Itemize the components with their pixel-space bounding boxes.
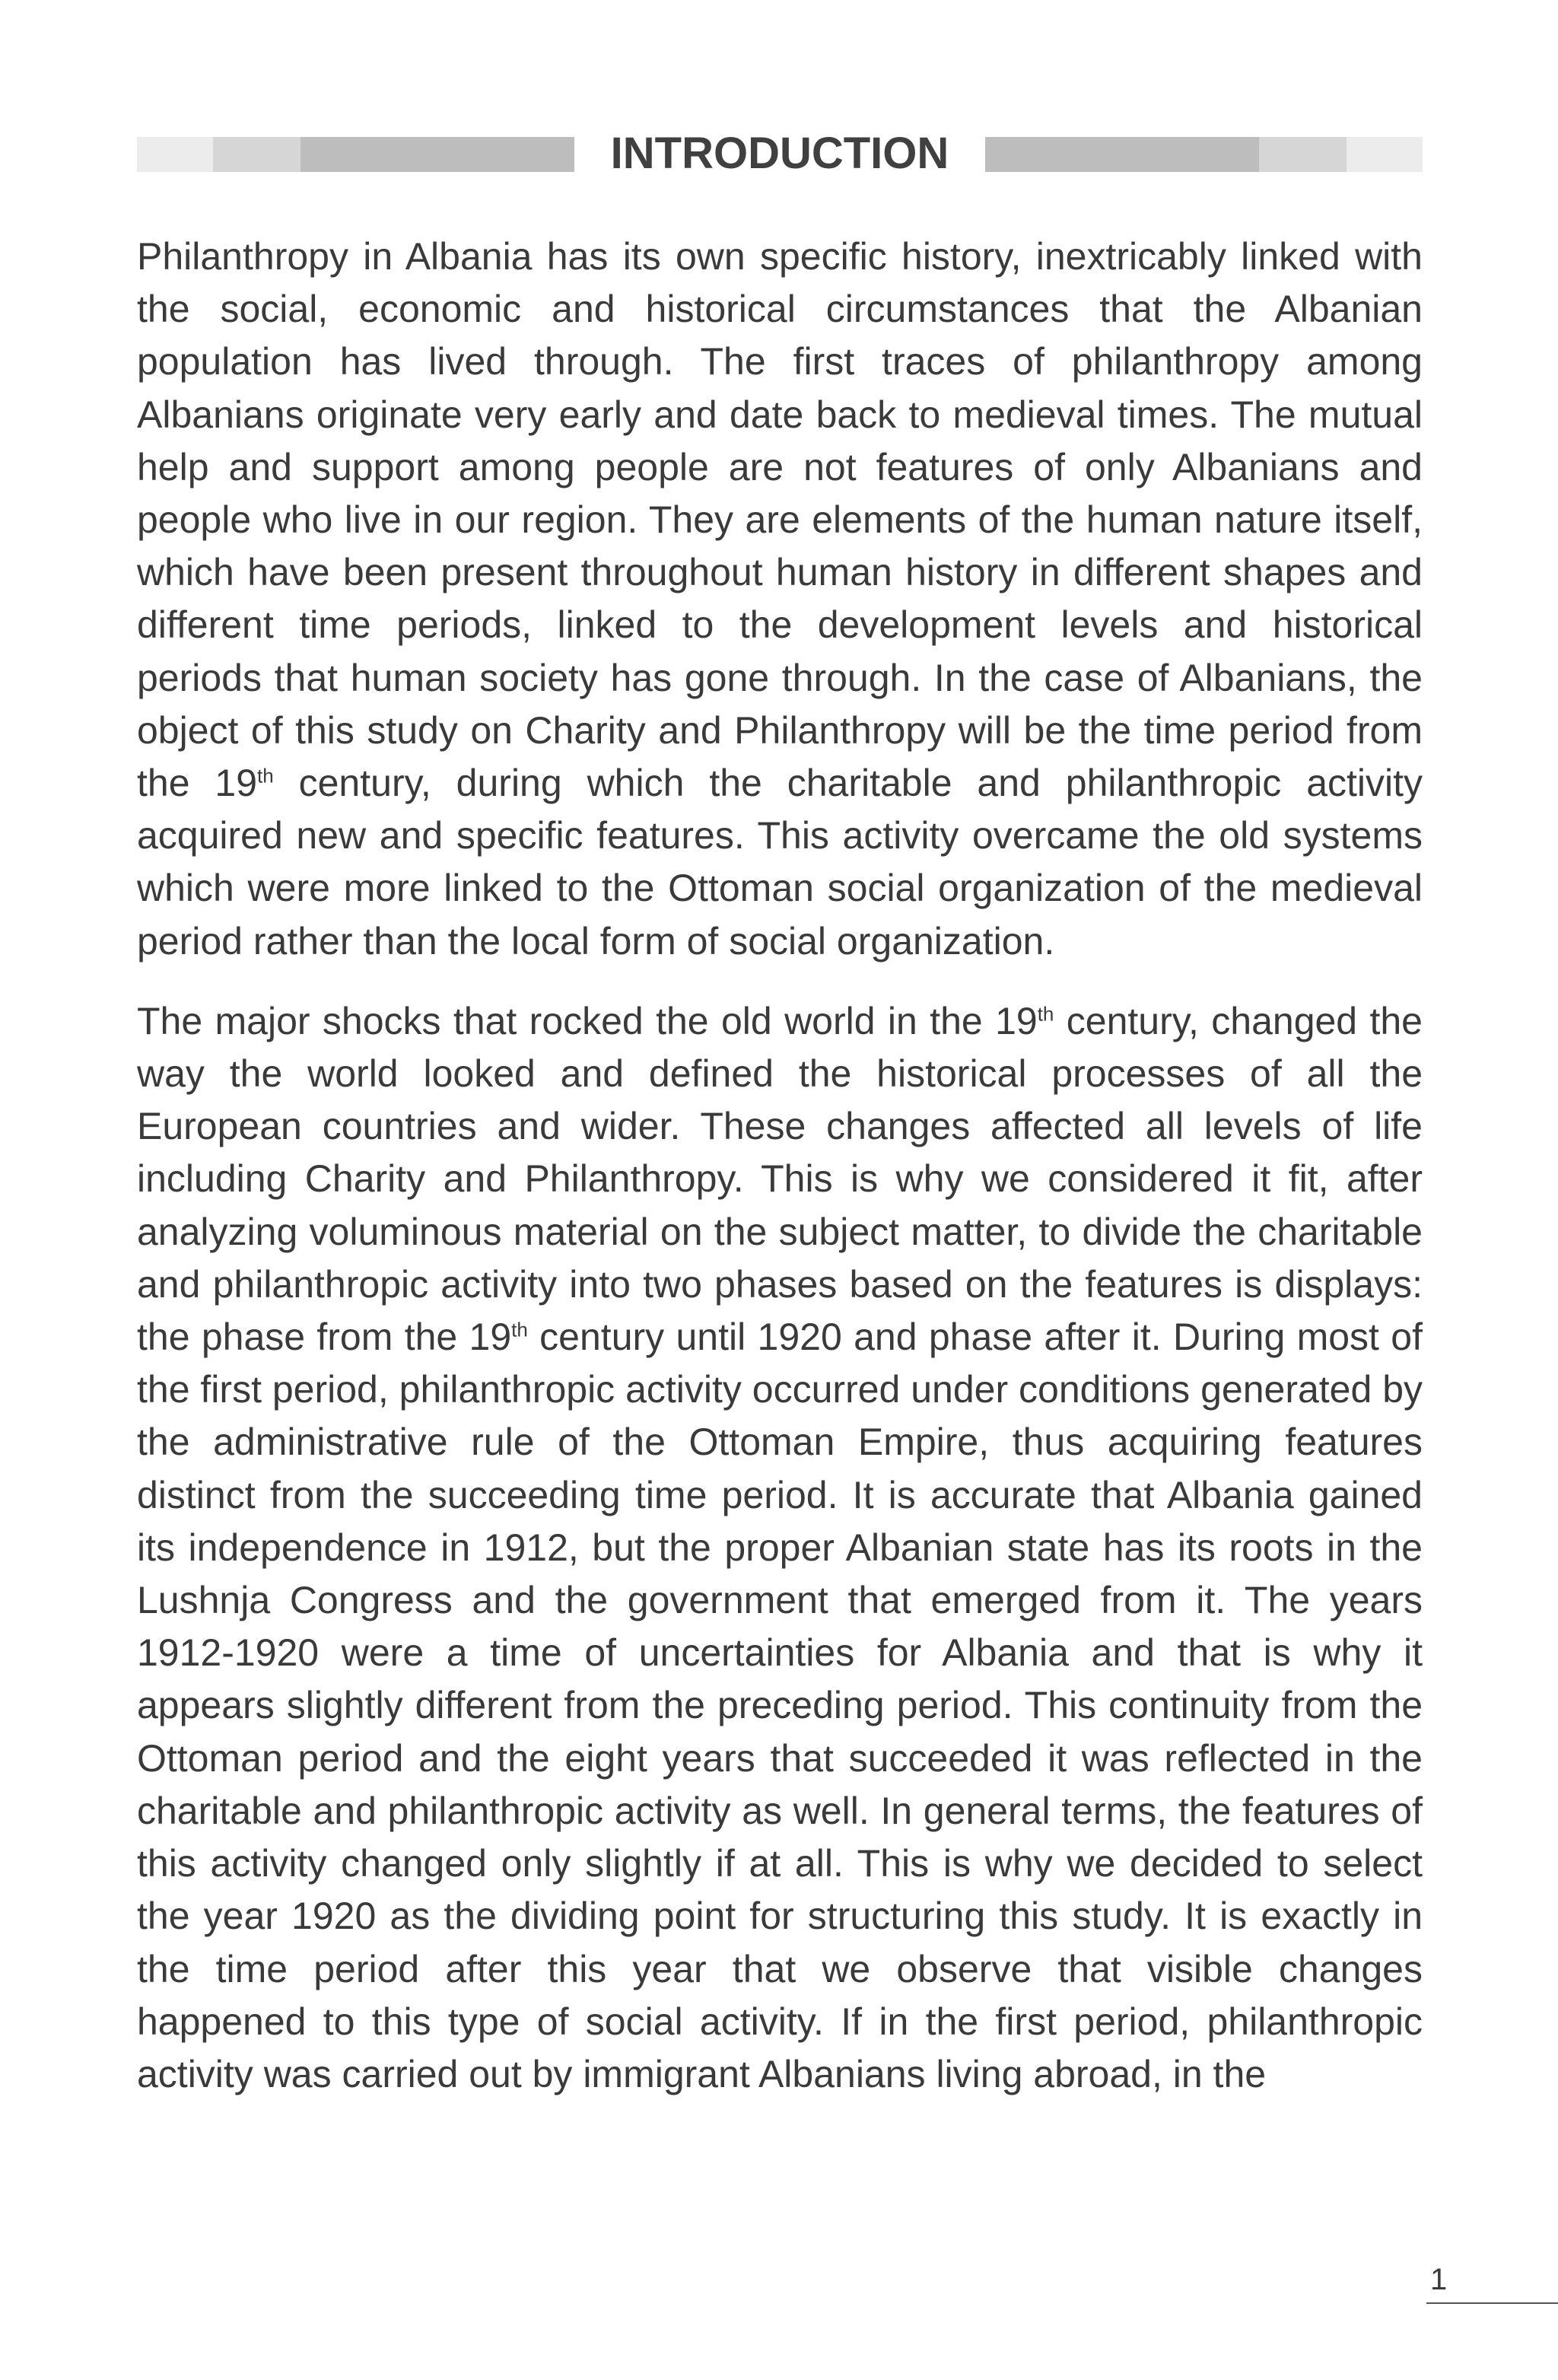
paragraph-2-text-a: The major shocks that rocked the old world in the 19 (137, 999, 1038, 1042)
header-bar-left-dark (300, 137, 574, 172)
header-bar-left-light (137, 137, 213, 172)
header-bar-left-mid (213, 137, 300, 172)
header-bar-right-mid (1259, 137, 1347, 172)
page-number-rule (1426, 2302, 1558, 2304)
header-bar-left (137, 137, 574, 172)
header-bar-right-dark (985, 137, 1259, 172)
paragraph-2 (137, 995, 1423, 2101)
paragraph-1 (137, 231, 1423, 968)
page-title: INTRODUCTION (610, 129, 949, 178)
body-text (137, 231, 1423, 2101)
paragraph-1-text-a: Philanthropy in Albania has its own specific history, inextricably linked with the social, economic and historical circumstances that the Albanian population has lived through. The first traces of philanthropy among Albanians originate very early and date back to medieval times. The mutual help and support among people are not features of only Albanians and people who live in our region. They are elements of the human nature itself, which have been present throughout human history in different shapes and different time periods, linked to the development levels and historical periods that human society has gone through. In the case of Albanians, the object of this study on Charity and Philanthropy will be the time period from the 19 (137, 235, 1423, 805)
superscript-th: th (511, 1318, 528, 1341)
paragraph-2-text-c: century until 1920 and phase after it. During most of the first period, philanthropic activity occurred under conditions generated by the administrative rule of the Ottoman Empire, thus acquiring features distinct from the succeeding time period. It is accurate that Albania gained its independence in 1912, but the proper Albanian state has its roots in the Lushnja Congress and the government that emerged from it. The years 1912-1920 were a time of uncertainties for Albania and that is why it appears slightly different from the preceding period. This continuity from the Ottoman period and the eight years that succeeded it was reflected in the charitable and philanthropic activity as well. In general terms, the features of this activity changed only slightly if at all. This is why we decided to select the year 1920 as the dividing point for structuring this study. It is exactly in the time period after this year that we observe that visible changes happened to this type of social activity. If in the first period, philanthropic activity was carried out by immigrant Albanians living abroad, in the (137, 1316, 1423, 2095)
paragraph-2-text-b: century, changed the way the world looked and defined the historical processes of all the European countries and wider. These changes affected all levels of life including Charity and Philanthropy. This is why we considered it fit, after analyzing voluminous material on the subject matter, to divide the charitable and philanthropic activity into two phases based on the features is displays: the phase from the 19 (137, 999, 1423, 1359)
header-bar-right (985, 137, 1423, 172)
section-header (137, 129, 1423, 178)
superscript-th: th (1037, 1002, 1054, 1026)
header-bar-right-light (1347, 137, 1423, 172)
page-number: 1 (1430, 2263, 1448, 2296)
superscript-th: th (257, 764, 274, 788)
paragraph-1-text-b: century, during which the charitable and philanthropic activity acquired new and specific features. This activity overcame the old systems which were more linked to the Ottoman social organization of the medieval period rather than the local form of social organization. (137, 762, 1423, 963)
